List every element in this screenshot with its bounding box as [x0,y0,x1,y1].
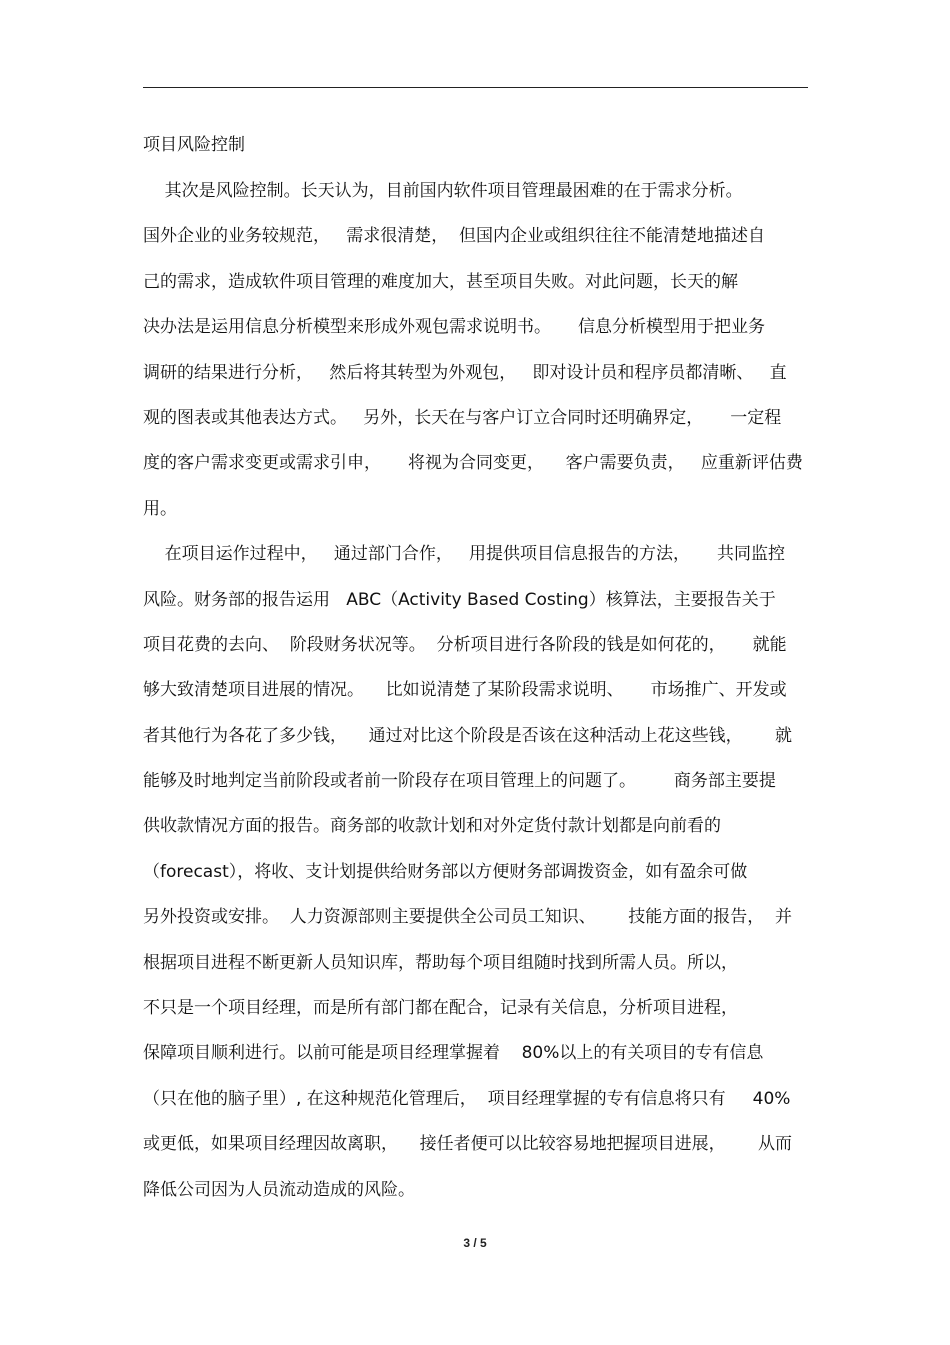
text-line: 在项目运作过程中， 通过部门合作， 用提供项目信息报告的方法， 共同监控 [143,544,786,565]
text-line: 够大致清楚项目进展的情况。 比如说清楚了某阶段需求说明、 市场推广、开发或 [143,680,787,701]
text-line: 调研的结果进行分析， 然后将其转型为外观包， 即对设计员和程序员都清晰、 直 [143,362,787,383]
text-line: 另外投资或安排。 人力资源部则主要提供全公司员工知识、 技能方面的报告， 并 [143,907,793,928]
document-body [143,130,813,1220]
text-line: 能够及时地判定当前阶段或者前一阶段存在项目管理上的问题了。 商务部主要提 [143,771,776,792]
text-line: 者其他行为各花了多少钱， 通过对比这个阶段是否该在这种活动上花这些钱， 就 [143,725,793,746]
text-line: 根据项目进程不断更新人员知识库，帮助每个项目组随时找到所需人员。所以， [143,952,738,973]
text-line: 其次是风险控制。长天认为，目前国内软件项目管理最困难的在于需求分析。 [143,181,743,201]
page-number: 3 / 5 [463,1236,487,1250]
section-title: 项目风险控制 [143,135,245,155]
text-line: 国外企业的业务较规范， 需求很清楚， 但国内企业或组织往往不能清楚地描述自 [143,226,766,247]
text-line: 决办法是运用信息分析模型来形成外观包需求说明书。 信息分析模型用于把业务 [143,317,766,338]
text-line: （只在他的脑子里）, 在这种规范化管理后， 项目经理掌握的专有信息将只有 40% [143,1088,791,1109]
text-line: 度的客户需求变更或需求引申， 将视为合同变更， 客户需要负责， 应重新评估费 [143,453,803,474]
text-line: 项目花费的去向、 阶段财务状况等。 分析项目进行各阶段的钱是如何花的， 就能 [143,634,787,655]
text-line: 降低公司因为人员流动造成的风险。 [143,1179,415,1200]
paragraph-2 [143,539,813,1220]
text-line: 己的需求，造成软件项目管理的难度加大，甚至项目失败。对此问题，长天的解 [143,271,738,292]
text-line: 观的图表或其他表达方式。 另外，长天在与客户订立合同时还明确界定， 一定程 [143,407,782,428]
section-title-block [143,130,813,176]
text-line: 风险。财务部的报告运用 ABC（Activity Based Costing）核算法，主要报告关于 [143,589,776,610]
paragraph-1 [143,176,813,539]
header-rule [143,87,808,88]
text-line: 或更低，如果项目经理因故离职， 接任者便可以比较容易地把握项目进展， 从而 [143,1134,793,1155]
text-line: 不只是一个项目经理，而是所有部门都在配合，记录有关信息，分析项目进程， [143,998,738,1019]
text-line: 供收款情况方面的报告。商务部的收款计划和对外定货付款计划都是向前看的 [143,816,721,837]
text-line: 保障项目顺利进行。以前可能是项目经理掌握着 80%以上的有关项目的专有信息 [143,1043,764,1064]
text-line: （forecast），将收、支计划提供给财务部以方便财务部调拨资金，如有盈余可做 [143,861,748,882]
text-line: 用。 [143,498,177,519]
